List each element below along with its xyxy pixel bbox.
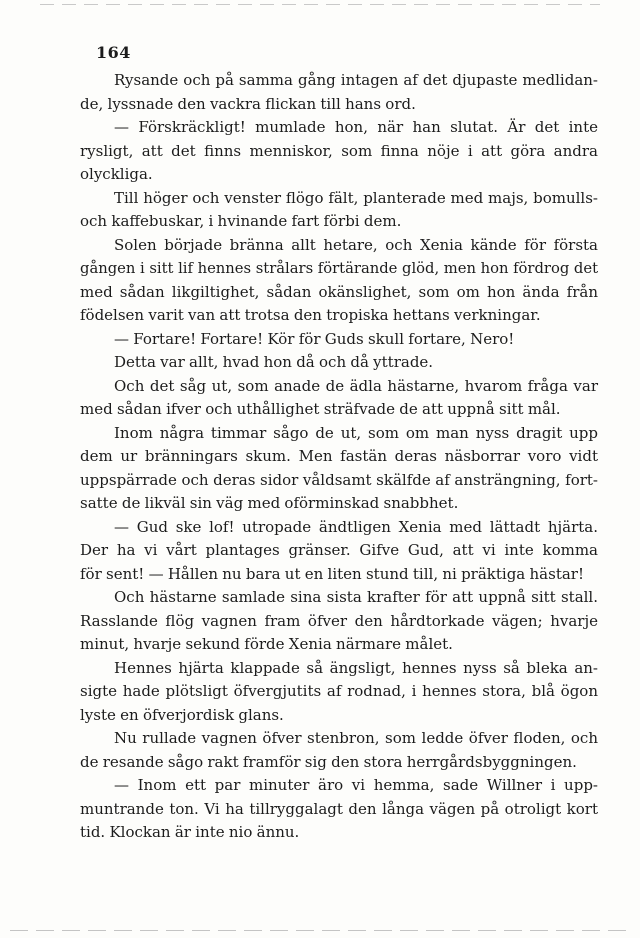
text-line: Der ha vi vårt plantages gränser. Gifve Gud, att vi inte komma bbox=[80, 541, 598, 559]
text-line: tid. Klockan är inte nio ännu. bbox=[80, 823, 300, 841]
text-line: — Inom ett par minuter äro vi hemma, sade Willner i upp- bbox=[114, 776, 598, 794]
text-line: de resande sågo rakt framför sig den stora herrgårdsbyggningen. bbox=[80, 752, 577, 771]
text-line: gången i sitt lif hennes strålars förtärande glöd, men hon fördrog det bbox=[80, 260, 598, 277]
text-line: Och hästarne samlade sina sista krafter för att uppnå sitt stall. bbox=[114, 588, 598, 606]
text-line: Rasslande flög vagnen fram öfver den hårdtorkade vägen; hvarje bbox=[80, 611, 598, 630]
text-line: Och det såg ut, som anade de ädla hästarne, hvarom fråga var bbox=[114, 376, 598, 395]
text-line: uppspärrade och deras sidor våldsamt skälfde af ansträngning, fort- bbox=[80, 470, 598, 489]
text-line: rysligt, att det finns menniskor, som finna nöje i att göra andra bbox=[80, 141, 598, 160]
text-line: — Fortare! Fortare! Kör för Guds skull fortare, Nero! bbox=[114, 329, 515, 348]
text-line: Nu rullade vagnen öfver stenbron, som ledde öfver floden, och bbox=[114, 729, 598, 747]
text-line: Hennes hjärta klappade så ängsligt, hennes nyss så bleka an- bbox=[114, 658, 598, 677]
top-edge-rule bbox=[40, 4, 600, 5]
text-line: Solen började bränna allt hetare, och Xenia kände för första bbox=[114, 235, 598, 254]
text-line: — Gud ske lof! utropade ändtligen Xenia med lättadt hjärta. bbox=[114, 517, 598, 536]
text-line: Inom några timmar sågo de ut, som om man nyss dragit upp bbox=[114, 423, 598, 442]
text-line: dem ur bränningars skum. Men fastän deras näsborrar voro vidt bbox=[80, 447, 598, 465]
text-line: olyckliga. bbox=[80, 165, 153, 183]
bottom-edge-rule bbox=[10, 930, 630, 931]
text-line: satte de likväl sin väg med oförminskad snabbhet. bbox=[80, 494, 459, 512]
text-line: med sådan ifver och uthållighet sträfvade de att uppnå sitt mål. bbox=[80, 400, 561, 418]
body-text bbox=[80, 69, 598, 845]
text-line: och kaffebuskar, i hvinande fart förbi dem. bbox=[80, 212, 402, 230]
text-line: sigte hade plötsligt öfvergjutits af rodnad, i hennes stora, blå ögon bbox=[80, 682, 598, 700]
page-number: 164 bbox=[96, 43, 131, 62]
text-line: muntrande ton. Vi ha tillryggalagt den långa vägen på otroligt kort bbox=[80, 799, 598, 818]
text-line: med sådan likgiltighet, sådan okänslighet, som om hon ända från bbox=[80, 282, 598, 301]
text-line: lyste en öfverjordisk glans. bbox=[80, 705, 284, 724]
text-line: Till höger och venster flögo fält, planterade med majs, bomulls- bbox=[114, 188, 598, 207]
text-line: minut, hvarje sekund förde Xenia närmare målet. bbox=[80, 635, 453, 653]
text-line: födelsen varit van att trotsa den tropiska hettans verkningar. bbox=[80, 306, 541, 324]
text-line: Rysande och på samma gång intagen af det djupaste medlidan- bbox=[114, 71, 598, 89]
text-line: för sent! — Hållen nu bara ut en liten stund till, ni präktiga hästar! bbox=[80, 564, 584, 583]
text-line: Detta var allt, hvad hon då och då yttrade. bbox=[114, 353, 434, 371]
text-line: de, lyssnade den vackra flickan till hans ord. bbox=[80, 94, 416, 113]
text-line: — Förskräckligt! mumlade hon, när han slutat. Är det inte bbox=[114, 118, 598, 136]
